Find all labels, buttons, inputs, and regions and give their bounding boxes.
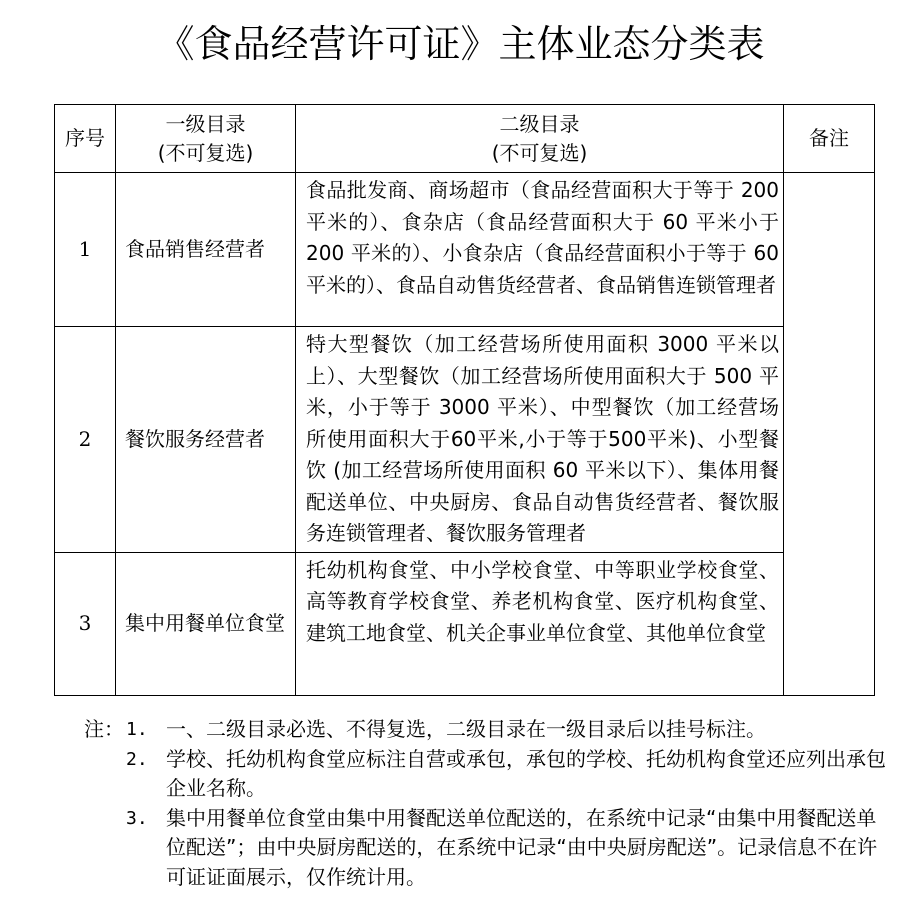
note-item (84, 804, 892, 893)
header-level1-note: (不可复选) (157, 140, 254, 165)
business-category-table (54, 104, 875, 696)
row-seq: 1 (55, 173, 116, 327)
note-text: 学校、托幼机构食堂应标注自营或承包，承包的学校、托幼机构食堂还应列出承包企业名称。 (166, 746, 886, 800)
header-seq (55, 105, 116, 173)
header-remark (784, 105, 875, 173)
remark-cell (784, 173, 875, 696)
row-level2: 食品批发商、商场超市（食品经营面积大于等于 200 平米的）、食杂店（食品经营面积大于 60 平米小于 200 平米的）、小食杂店（食品经营面积小于等于 60 平米的）、食品自动售货经营者、食品销售连锁管理者 (296, 173, 784, 327)
header-level2-note: (不可复选) (491, 140, 588, 165)
table-row (55, 327, 875, 553)
row-seq: 3 (55, 552, 116, 695)
table-row (55, 552, 875, 695)
notes-prefix: 注： (84, 717, 124, 741)
row-level1: 集中用餐单位食堂 (116, 552, 296, 695)
row-seq: 2 (55, 327, 116, 553)
row-level1: 食品销售经营者 (116, 173, 296, 327)
note-number: 1. (126, 719, 148, 740)
header-remark-label: 备注 (809, 125, 849, 150)
note-number: 3. (126, 807, 148, 829)
note-item (84, 715, 892, 745)
page-title: 《食品经营许可证》主体业态分类表 (156, 22, 765, 66)
header-level1-label: 一级目录 (165, 111, 246, 136)
row-level2: 托幼机构食堂、中小学校食堂、中等职业学校食堂、高等教育学校食堂、养老机构食堂、医疗机构食堂、建筑工地食堂、机关企事业单位食堂、其他单位食堂 (296, 552, 784, 695)
note-text: 一、二级目录必选、不得复选，二级目录在一级目录后以挂号标注。 (166, 717, 766, 741)
note-number: 2. (126, 748, 148, 770)
header-seq-label: 序号 (65, 125, 105, 150)
note-text: 集中用餐单位食堂由集中用餐配送单位配送的，在系统中记录“由集中用餐配送单位配送”；由中央厨房配送的，在系统中记录“由中央厨房配送”。记录信息不在许可证证面展示，仅作统计用。 (166, 805, 878, 889)
header-level2-label: 二级目录 (499, 111, 580, 136)
row-level2: 特大型餐饮（加工经营场所使用面积 3000 平米以上）、大型餐饮（加工经营场所使用面积大于 500 平米，小于等于 3000 平米）、中型餐饮（加工经营场所使用面积大于60平米,小于等于500平米)、小型餐饮 (加工经营场所使用面积 60 平米以下）、集体用餐配送单位、中央厨房、食品自动售货经营者、餐饮服务连锁管理者、餐饮服务管理者 (296, 327, 784, 553)
header-level1 (116, 105, 296, 173)
table-header-row (55, 105, 875, 173)
header-level2 (296, 105, 784, 173)
table-row (55, 173, 875, 327)
note-item (84, 745, 892, 804)
row-level1: 餐饮服务经营者 (116, 327, 296, 553)
notes-section (84, 715, 892, 892)
